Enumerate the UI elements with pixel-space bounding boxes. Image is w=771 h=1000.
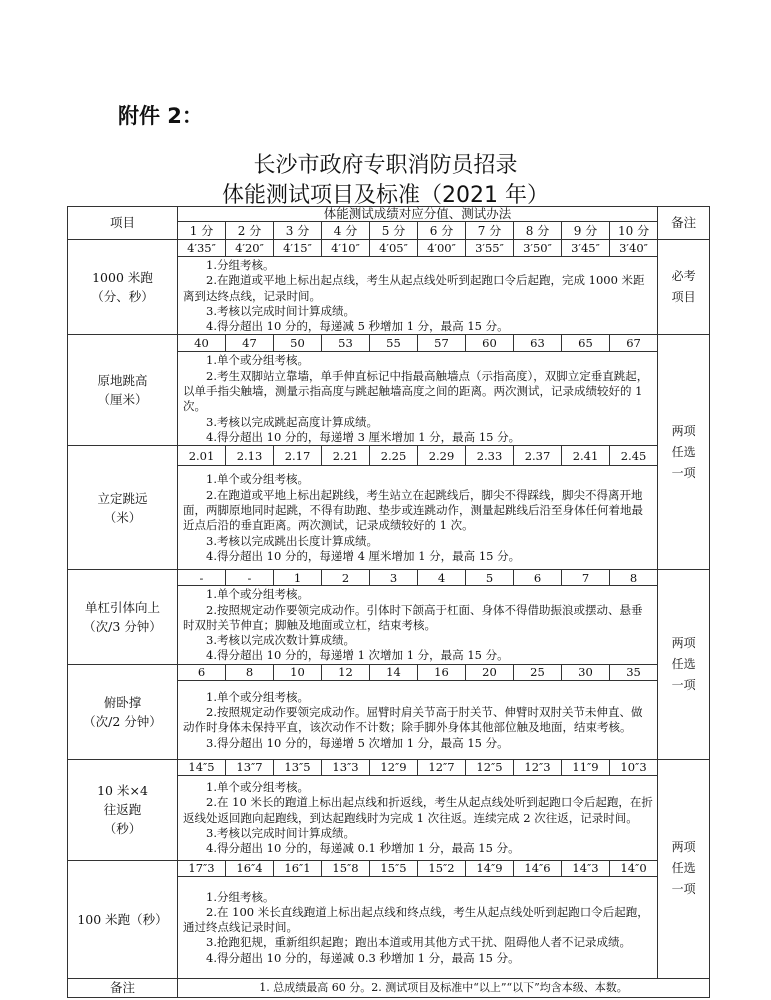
standards-table — [67, 206, 710, 998]
item-name-line: 10 米×4 — [97, 783, 148, 799]
header-score-point: 4 分 — [322, 222, 370, 240]
score-value: 3 — [370, 570, 418, 586]
score-value: 6 — [514, 570, 562, 586]
score-value: 35 — [610, 664, 658, 680]
method-step: 3.抢跑犯规，重新组织起跑；跑出本道或用其他方式干扰、阻碍他人者不记录成绩。 — [206, 935, 631, 950]
method-step: 4.得分超出 10 分的，每递增 3 厘米增加 1 分，最高 15 分。 — [206, 429, 521, 444]
score-value: 4′05″ — [370, 240, 418, 257]
score-value: 60 — [466, 335, 514, 352]
score-value: 8 — [226, 664, 274, 680]
remark-cell — [658, 759, 710, 978]
score-value: 16″4 — [226, 860, 274, 876]
score-value: 2.37 — [514, 446, 562, 466]
score-value: 2.13 — [226, 446, 274, 466]
item-name — [68, 446, 178, 570]
score-value: 8 — [610, 570, 658, 586]
remark-line: 一项 — [671, 465, 696, 480]
score-value: 4′20″ — [226, 240, 274, 257]
item-name-line: 单杠引体向上 — [84, 600, 160, 615]
item-name — [68, 664, 178, 759]
header-remark: 备注 — [658, 207, 710, 240]
method-step: 1.分组考核。 — [206, 889, 275, 904]
score-value: 6 — [178, 664, 226, 680]
method-step: 1.单个或分组考核。 — [206, 472, 309, 487]
score-value: 12″3 — [514, 759, 562, 775]
score-value: 5 — [466, 570, 514, 586]
method-step: 4.得分超出 10 分的，每递增 4 厘米增加 1 分，最高 15 分。 — [206, 548, 521, 563]
remark-line: 一项 — [671, 882, 696, 897]
header-item: 项目 — [68, 207, 178, 240]
score-value: 25 — [514, 664, 562, 680]
test-method — [178, 876, 658, 978]
score-value: - — [226, 570, 274, 586]
score-value: 12″7 — [418, 759, 466, 775]
method-step: 4.得分超出 10 分的，每递减 0.3 秒增加 1 分，最高 15 分。 — [206, 950, 520, 965]
standards-table-body — [68, 207, 710, 998]
item-name-line: （米） — [103, 509, 142, 525]
score-value: 2.01 — [178, 446, 226, 466]
attachment-label: 附件 2： — [118, 104, 203, 128]
method-step: 1.分组考核。 — [206, 258, 275, 272]
score-value: 2.33 — [466, 446, 514, 466]
remark-line: 一项 — [671, 678, 696, 692]
score-value: 2.25 — [370, 446, 418, 466]
method-step: 3.考核以完成时间计算成绩。 — [206, 303, 355, 318]
score-value: 2.41 — [562, 446, 610, 466]
score-value: 3′50″ — [514, 240, 562, 257]
score-value: 14″9 — [466, 860, 514, 876]
score-value: 2 — [322, 570, 370, 586]
score-value: 65 — [562, 335, 610, 352]
method-step: 1.单个或分组考核。 — [206, 689, 309, 704]
score-value: 2.45 — [610, 446, 658, 466]
score-value: 10 — [274, 664, 322, 680]
score-value: 11″9 — [562, 759, 610, 775]
item-name — [68, 335, 178, 446]
score-value: 16 — [418, 664, 466, 680]
remark-line: 两项 — [671, 840, 696, 855]
score-value: 15″5 — [370, 860, 418, 876]
method-step: 3.考核以完成次数计算成绩。 — [206, 633, 355, 648]
method-step: 2.在跑道或平地上标出起跳线，考生站立在起跳线后，脚尖不得踩线，脚尖不得离开地面，两脚原地同时起跳，不得有助跑、垫步或连跳动作，测量起跳线后沿至身体任何着地最近点后沿的垂直距离。两次测试，记录成绩较好的 1 次。 — [183, 487, 643, 533]
score-value: 30 — [562, 664, 610, 680]
score-value: 13″5 — [274, 759, 322, 775]
score-value: 15″8 — [322, 860, 370, 876]
item-name-line: （秒） — [103, 821, 142, 837]
score-value: 13″7 — [226, 759, 274, 775]
method-step: 2.按照规定动作要领完成动作。屈臂时肩关节高于肘关节、伸臂时双肘关节未伸直、做动作时身体未保持平直，该次动作不计数；除手脚外身体其他部位触及地面，结束考核。 — [183, 704, 643, 735]
header-score-point: 7 分 — [466, 222, 514, 240]
remark-line: 必考 — [671, 269, 696, 284]
score-value: 40 — [178, 335, 226, 352]
method-step: 3.考核以完成时间计算成绩。 — [206, 825, 355, 840]
test-method — [178, 680, 658, 759]
score-value: 4′15″ — [274, 240, 322, 257]
remark-line: 项目 — [671, 290, 696, 305]
score-value: 57 — [418, 335, 466, 352]
item-name-line: 100 米跑（秒） — [77, 911, 168, 927]
item-name — [68, 860, 178, 978]
item-name-line: 原地跳高 — [97, 373, 148, 389]
score-value: 4′00″ — [418, 240, 466, 257]
method-step: 2.在 10 米长的跑道上标出起点线和折返线，考生从起点线处听到起跑口令后起跑，在折返线处返回跑向起跑线，到达起跑线时为完成 1 次往返。连续完成 2 次往返，记录时间。 — [183, 795, 653, 825]
item-name-line: 俯卧撑 — [103, 694, 142, 710]
score-value: 63 — [514, 335, 562, 352]
score-value: 14″5 — [178, 759, 226, 775]
score-value: 16″1 — [274, 860, 322, 876]
score-value: - — [178, 570, 226, 586]
footer-remark-text: 1. 总成绩最高 60 分。2. 测试项目及标准中“以上”“以下”均含本级、本数。 — [178, 978, 710, 997]
header-score-title: 体能测试成绩对应分值、测试办法 — [178, 207, 658, 222]
method-step: 1.单个或分组考核。 — [206, 353, 309, 368]
score-value: 4′35″ — [178, 240, 226, 257]
score-value: 1 — [274, 570, 322, 586]
method-step: 1.单个或分组考核。 — [206, 587, 309, 602]
remark-line: 任选 — [671, 657, 696, 671]
score-value: 12″9 — [370, 759, 418, 775]
score-value: 12 — [322, 664, 370, 680]
header-score-point: 3 分 — [274, 222, 322, 240]
test-method — [178, 586, 658, 664]
method-step: 3.考核以完成跳出长度计算成绩。 — [206, 533, 378, 548]
method-step: 3.得分超出 10 分的，每递增 5 次增加 1 分，最高 15 分。 — [206, 735, 509, 750]
score-value: 67 — [610, 335, 658, 352]
method-step: 2.考生双脚站立靠墙，单手伸直标记中指最高触墙点（示指高度），双脚立定垂直跳起，以单手指尖触墙，测量示指高度与跳起触墙高度之间的距离。两次测试，记录成绩较好的 1 次。 — [183, 368, 649, 414]
score-value: 4 — [418, 570, 466, 586]
item-name-line: （厘米） — [97, 392, 148, 408]
score-value: 12″5 — [466, 759, 514, 775]
header-score-point: 1 分 — [178, 222, 226, 240]
score-value: 3′40″ — [610, 240, 658, 257]
document-title-line2: 体能测试项目及标准（2021 年） — [222, 183, 549, 208]
method-step: 1.单个或分组考核。 — [206, 780, 309, 794]
header-score-point: 6 分 — [418, 222, 466, 240]
score-value: 20 — [466, 664, 514, 680]
item-name-line: （次/3 分钟） — [83, 619, 162, 634]
test-method — [178, 352, 658, 446]
score-value: 3′55″ — [466, 240, 514, 257]
header-score-point: 5 分 — [370, 222, 418, 240]
item-name — [68, 570, 178, 664]
remark-cell — [658, 570, 710, 759]
item-name-line: 往返跑 — [103, 802, 142, 818]
item-name-line: （分、秒） — [91, 289, 154, 305]
method-step: 2.在 100 米长直线跑道上标出起点线和终点线，考生从起点线处听到起跑口令后起跑，通过终点线记录时间。 — [183, 904, 649, 935]
score-value: 2.21 — [322, 446, 370, 466]
remark-line: 任选 — [671, 444, 696, 459]
score-value: 4′10″ — [322, 240, 370, 257]
score-value: 14″3 — [562, 860, 610, 876]
item-name-line: 1000 米跑 — [92, 270, 153, 286]
score-value: 14″6 — [514, 860, 562, 876]
score-value: 15″2 — [418, 860, 466, 876]
score-value: 14″0 — [610, 860, 658, 876]
method-step: 3.考核以完成跳起高度计算成绩。 — [206, 414, 378, 429]
score-value: 3′45″ — [562, 240, 610, 257]
method-step: 4.得分超出 10 分的，每递减 0.1 秒增加 1 分，最高 15 分。 — [206, 841, 520, 856]
item-name — [68, 759, 178, 860]
test-method — [178, 466, 658, 570]
score-value: 10″3 — [610, 759, 658, 775]
remark-line: 两项 — [671, 423, 696, 438]
item-name-line: （次/2 分钟） — [83, 713, 162, 729]
score-value: 55 — [370, 335, 418, 352]
header-score-point: 9 分 — [562, 222, 610, 240]
remark-cell — [658, 335, 710, 570]
item-name — [68, 240, 178, 335]
score-value: 17″3 — [178, 860, 226, 876]
method-step: 4.得分超出 10 分的，每递减 5 秒增加 1 分，最高 15 分。 — [206, 319, 509, 334]
score-value: 47 — [226, 335, 274, 352]
remark-line: 两项 — [671, 636, 696, 650]
method-step: 4.得分超出 10 分的，每递增 1 次增加 1 分，最高 15 分。 — [206, 648, 509, 663]
score-value: 13″3 — [322, 759, 370, 775]
method-step: 2.按照规定动作要领完成动作。引体时下颌高于杠面、身体不得借助振浪或摆动、悬垂时双肘关节伸直；脚触及地面或立杠，结束考核。 — [183, 602, 643, 632]
score-value: 50 — [274, 335, 322, 352]
score-value: 2.17 — [274, 446, 322, 466]
header-score-point: 2 分 — [226, 222, 274, 240]
remark-cell — [658, 240, 710, 335]
document-title-line1: 长沙市政府专职消防员招录 — [253, 153, 518, 178]
header-score-point: 10 分 — [610, 222, 658, 240]
header-score-point: 8 分 — [514, 222, 562, 240]
score-value: 2.29 — [418, 446, 466, 466]
footer-remark-label: 备注 — [68, 978, 178, 997]
score-value: 14 — [370, 664, 418, 680]
remark-line: 任选 — [671, 861, 696, 876]
score-value: 53 — [322, 335, 370, 352]
score-value: 7 — [562, 570, 610, 586]
method-step: 2.在跑道或平地上标出起点线，考生从起点线处听到起跑口令后起跑，完成 1000 米距离到达终点线，记录时间。 — [183, 273, 645, 303]
test-method — [178, 257, 658, 335]
test-method — [178, 775, 658, 860]
item-name-line: 立定跳远 — [97, 490, 148, 506]
